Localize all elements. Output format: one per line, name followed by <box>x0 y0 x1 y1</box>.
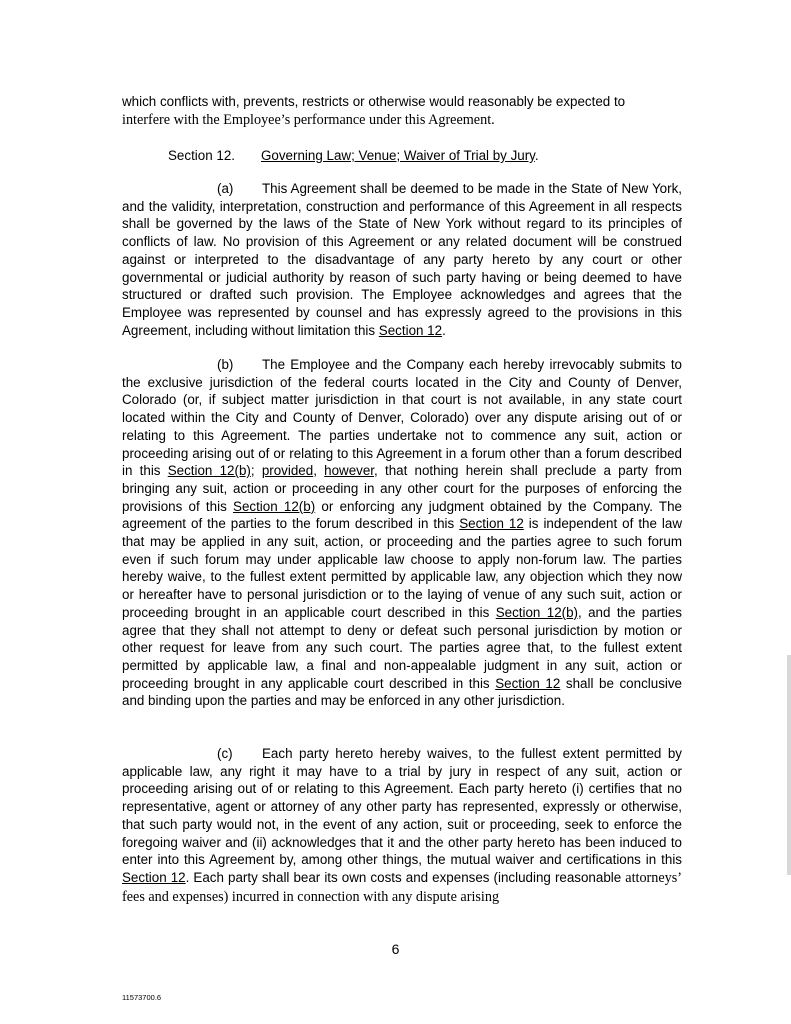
intro-line-2: interfere with the Employee’s performance under this Agreement. <box>122 111 495 128</box>
paragraph-b-text-7: , and the parties agree that they shall not attempt to deny or defeat such personal jurisdiction by motion or other request for leave from any such court. The parties agree that, to the fullest extent permitted by applicable law, a final and non-appealable judgment in any suit, action or proceeding brought in any applicable court described in this <box>122 604 682 691</box>
paragraph-b-text-1: The Employee and the Company each hereby irrevocably submits to the exclusive jurisdiction of the federal courts located in the City and County of Denver, Colorado (or, if subject matter jurisdiction in that court is not available, in any state court located within the City and County of Denver, Colorado) over any dispute arising out of or relating to this Agreement. The parties undertake not to commence any suit, action or proceeding arising out of or relating to this Agreement in a forum other than a forum described in this <box>122 357 682 479</box>
section-12-reference: Section 12 <box>459 516 524 532</box>
paragraph-a-end: . <box>442 322 446 338</box>
paragraph-c-text-3: attorneys’ fees and expenses) incurred in connection with any dispute arising <box>122 869 683 905</box>
paragraph-a <box>122 180 682 339</box>
paragraph-b-text-6: is independent of the law that may be applied in any suit, action, or proceeding and the parties agree to such forum even if such forum may under applicable law choose to apply non-forum law. The parties hereby waive, to the fullest extent permitted by applicable law, any objection which they now or hereafter have to personal jurisdiction or to the laying of venue of any such suit, action or proceeding brought in an applicable court described in this <box>122 516 683 620</box>
section-12-reference: Section 12 <box>495 675 561 691</box>
section-12-heading <box>168 147 539 164</box>
paragraph-b <box>122 356 682 710</box>
section-title-period: . <box>534 148 539 163</box>
paragraph-b-label: (b) <box>217 357 234 372</box>
paragraph-b-text-2: ; <box>250 463 262 479</box>
page-number: 6 <box>391 941 400 957</box>
document-id: 11573700.6 <box>122 993 162 1002</box>
section-title: Governing Law; Venue; Waiver of Trial by Jury <box>261 148 535 163</box>
section-12b-reference: Section 12(b) <box>233 498 316 514</box>
intro-paragraph <box>122 93 682 129</box>
intro-line-1: which conflicts with, prevents, restricts or otherwise would reasonably be expected to <box>122 94 626 109</box>
scan-edge <box>787 655 791 875</box>
provided-term: provided <box>261 463 314 479</box>
paragraph-a-text: This Agreement shall be deemed to be made in the State of New York, and the validity, interpretation, construction and performance of this Agreement in all respects shall be governed by the laws of the State of New York without regard to its principles of conflicts of law. No provision of this Agreement or any related document will be construed against or interpreted to the disadvantage of any party hereto by any court or other governmental or judicial authority by reason of such party having or being deemed to have structured or drafted such provision. The Employee acknowledges and agrees that the Employee was represented by counsel and has expressly agreed to the provisions in this Agreement, including without limitation this <box>122 181 682 338</box>
section-12-reference: Section 12 <box>122 869 186 885</box>
paragraph-b-text-4: , that nothing herein shall preclude a party from bringing any suit, action or proceeding in any other court for the purposes of enforcing the provisions of this <box>122 463 682 514</box>
paragraph-b-text-5: or enforcing any judgment obtained by the Company. The agreement of the parties to the forum described in this <box>122 498 683 532</box>
paragraph-c-text-2: . Each party shall bear its own costs and expenses (including reasonable <box>185 869 626 885</box>
paragraph-c-text-1: Each party hereto hereby waives, to the fullest extent permitted by applicable law, any right it may have to a trial by jury in respect of any suit, action or proceeding arising out of or relating to this Agreement. Each party hereto (i) certifies that no representative, agent or attorney of any other party has represented, expressly or otherwise, that such party would not, in the event of any action, suit or proceeding, seek to enforce the foregoing waiver and (ii) acknowledges that it and the other party hereto has been induced to enter into this Agreement by, among other things, the mutual waiver and certifications in this <box>122 746 682 868</box>
paragraph-c-label: (c) <box>217 746 233 761</box>
section-12b-reference: Section 12(b) <box>167 463 251 479</box>
section-12-reference: Section 12 <box>378 322 443 338</box>
however-term: however <box>324 463 375 479</box>
section-number: Section 12. <box>168 148 235 163</box>
paragraph-c <box>122 745 682 906</box>
paragraph-b-text-3: , <box>313 463 325 479</box>
paragraph-a-label: (a) <box>217 181 234 196</box>
paragraph-b-text-8: shall be conclusive and binding upon the parties and may be enforced in any other jurisdiction. <box>122 675 683 709</box>
section-12b-reference: Section 12(b) <box>495 604 579 620</box>
